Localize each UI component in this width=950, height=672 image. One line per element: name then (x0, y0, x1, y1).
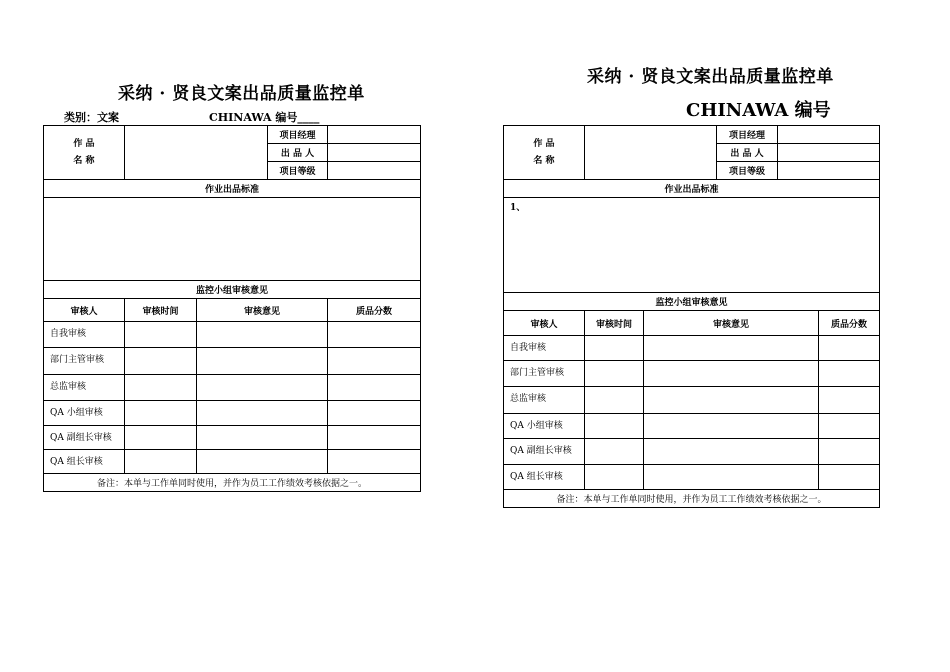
right-project-level-label: 项目等级 (717, 162, 778, 180)
table-row (504, 414, 880, 439)
left-col-review-opinion: 审核意见 (197, 299, 328, 322)
table-row (504, 387, 880, 414)
left-category (64, 109, 119, 125)
left-cell[interactable] (197, 348, 328, 375)
left-row-label: 自我审核 (44, 322, 125, 348)
left-col-review-time: 审核时间 (125, 299, 197, 322)
left-col-quality-score: 质品分数 (328, 299, 421, 322)
right-cell[interactable] (585, 465, 644, 490)
left-row-label: 部门主管审核 (44, 348, 125, 375)
left-producer-field[interactable] (328, 144, 421, 162)
right-cell[interactable] (585, 414, 644, 439)
left-cell[interactable] (328, 401, 421, 426)
right-cell[interactable] (819, 465, 880, 490)
right-cell[interactable] (819, 336, 880, 361)
left-project-level-field[interactable] (328, 162, 421, 180)
right-row-label: 自我审核 (504, 336, 585, 361)
left-cell[interactable] (125, 450, 197, 474)
left-review-header: 监控小组审核意见 (44, 281, 421, 299)
right-row-label: 部门主管审核 (504, 361, 585, 387)
table-row (44, 401, 421, 426)
right-cell[interactable] (819, 361, 880, 387)
right-row-label: QA 组长审核 (504, 465, 585, 490)
table-row (44, 322, 421, 348)
right-row-label: QA 副组长审核 (504, 439, 585, 465)
left-cell[interactable] (125, 322, 197, 348)
left-work-name-field[interactable] (125, 126, 268, 180)
right-project-manager-label: 项目经理 (717, 126, 778, 144)
left-cell[interactable] (328, 322, 421, 348)
right-col-quality-score: 质品分数 (819, 311, 880, 336)
right-producer-field[interactable] (778, 144, 880, 162)
left-cell[interactable] (125, 401, 197, 426)
left-row-label: QA 组长审核 (44, 450, 125, 474)
left-cell[interactable] (197, 401, 328, 426)
table-row (44, 348, 421, 375)
right-project-manager-field[interactable] (778, 126, 880, 144)
right-row-label: QA 小组审核 (504, 414, 585, 439)
table-row (504, 465, 880, 490)
left-cell[interactable] (197, 426, 328, 450)
left-standard-field[interactable] (44, 198, 421, 281)
right-form-title: 采纳 · 贤良文案出品质量监控单 (587, 67, 834, 87)
right-work-name-label: 作 品 名 称 (504, 126, 585, 180)
table-row (44, 450, 421, 474)
right-cell[interactable] (644, 361, 819, 387)
right-cell[interactable] (585, 361, 644, 387)
left-producer-label: 出 品 人 (268, 144, 328, 162)
right-cell[interactable] (819, 414, 880, 439)
left-cell[interactable] (125, 426, 197, 450)
left-cell[interactable] (328, 450, 421, 474)
right-col-reviewer: 审核人 (504, 311, 585, 336)
right-row-label: 总监审核 (504, 387, 585, 414)
right-cell[interactable] (585, 387, 644, 414)
right-producer-label: 出 品 人 (717, 144, 778, 162)
left-form-title: 采纳 · 贤良文案出品质量监控单 (118, 84, 365, 104)
table-row (504, 439, 880, 465)
right-cell[interactable] (585, 439, 644, 465)
right-cell[interactable] (644, 414, 819, 439)
right-cell[interactable] (644, 336, 819, 361)
left-row-label: QA 副组长审核 (44, 426, 125, 450)
table-row (504, 336, 880, 361)
left-project-manager-label: 项目经理 (268, 126, 328, 144)
left-cell[interactable] (125, 375, 197, 401)
right-standard-header: 作业出品标准 (504, 180, 880, 198)
right-standard-field[interactable]: 1、 (504, 198, 880, 293)
left-cell[interactable] (197, 450, 328, 474)
right-work-name-field[interactable] (585, 126, 717, 180)
right-cell[interactable] (644, 387, 819, 414)
right-project-level-field[interactable] (778, 162, 880, 180)
left-cell[interactable] (125, 348, 197, 375)
left-work-name-label: 作 品 名 称 (44, 126, 125, 180)
right-form-table (503, 125, 880, 508)
left-cell[interactable] (328, 348, 421, 375)
table-row (504, 361, 880, 387)
right-review-header: 监控小组审核意见 (504, 293, 880, 311)
right-col-review-opinion: 审核意见 (644, 311, 819, 336)
right-col-review-time: 审核时间 (585, 311, 644, 336)
right-cell[interactable] (819, 439, 880, 465)
left-project-level-label: 项目等级 (268, 162, 328, 180)
left-note: 备注：本单与工作单同时使用，并作为员工工作绩效考核依据之一。 (44, 474, 421, 492)
right-cell[interactable] (585, 336, 644, 361)
left-cell[interactable] (197, 322, 328, 348)
right-cell[interactable] (644, 439, 819, 465)
left-code-label: CHINAWA 编号____ (209, 111, 320, 124)
left-cell[interactable] (328, 375, 421, 401)
right-code-label: CHINAWA 编号 (686, 100, 831, 121)
left-form-table (43, 125, 421, 492)
left-standard-header: 作业出品标准 (44, 180, 421, 198)
left-cell[interactable] (328, 426, 421, 450)
left-col-reviewer: 审核人 (44, 299, 125, 322)
left-category-value: 文案 (97, 111, 119, 124)
table-row (44, 375, 421, 401)
table-row (44, 426, 421, 450)
left-row-label: 总监审核 (44, 375, 125, 401)
right-cell[interactable] (819, 387, 880, 414)
right-note: 备注：本单与工作单同时使用，并作为员工工作绩效考核依据之一。 (504, 490, 880, 508)
left-row-label: QA 小组审核 (44, 401, 125, 426)
left-category-label: 类别： (64, 111, 97, 124)
left-cell[interactable] (197, 375, 328, 401)
right-cell[interactable] (644, 465, 819, 490)
left-project-manager-field[interactable] (328, 126, 421, 144)
